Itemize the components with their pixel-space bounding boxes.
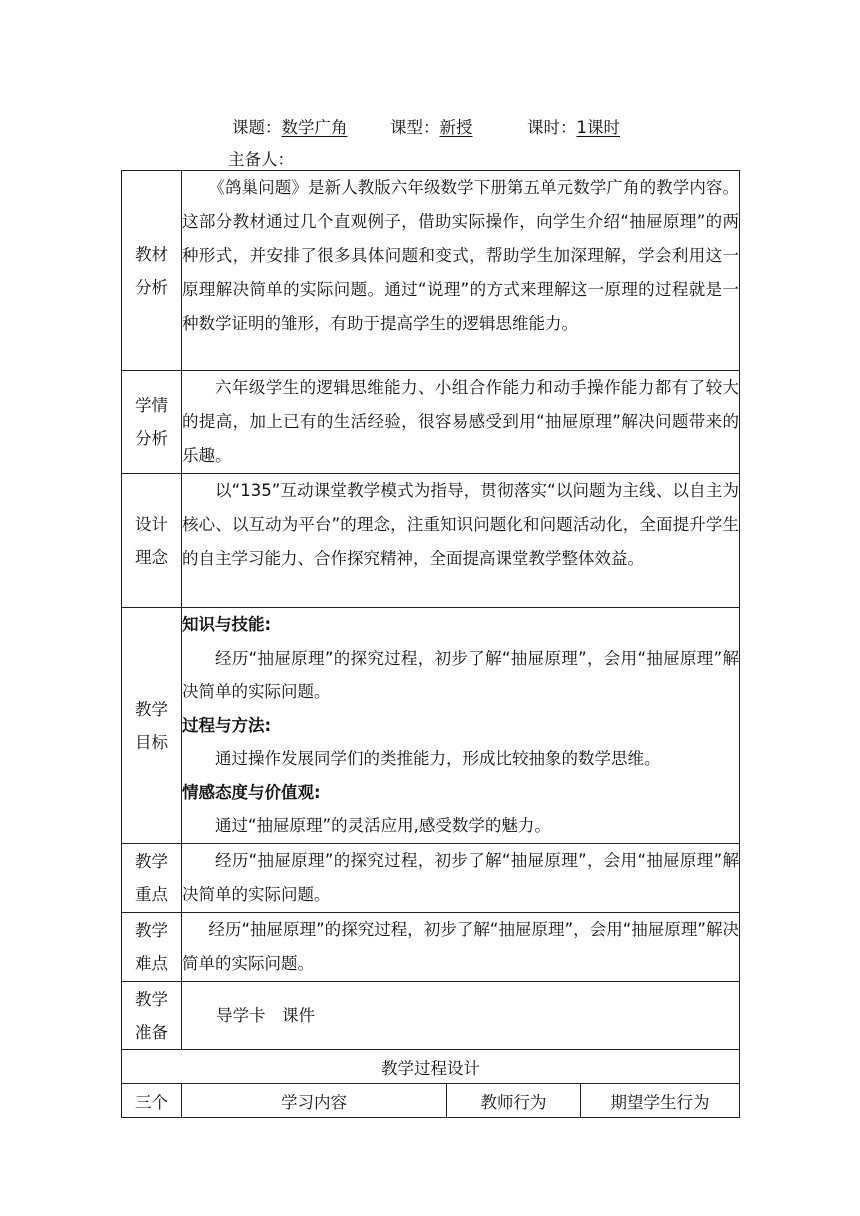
label-line-2: 分析 [135, 429, 168, 448]
label-line-2: 准备 [135, 1022, 168, 1042]
preparation-text: 导学卡 课件 [216, 1005, 315, 1025]
label-line-2: 难点 [135, 954, 168, 973]
cell-key-points [182, 844, 740, 913]
column-header: 三个 [122, 1084, 182, 1118]
cell-textbook-analysis [182, 171, 740, 371]
row-difficulties [122, 913, 740, 982]
row-process-columns [122, 1084, 740, 1118]
knowledge-text: 经历“抽屉原理”的探究过程，初步了解“抽屉原理”，会用“抽屉原理”解决简单的实际问题。 [182, 648, 739, 701]
difficulties-text: 经历“抽屉原理”的探究过程，初步了解“抽屉原理”，会用“抽屉原理”解决简单的实际问题。 [182, 920, 739, 973]
label-line-2: 理念 [135, 547, 168, 567]
key-points-text: 经历“抽屉原理”的探究过程，初步了解“抽屉原理”，会用“抽屉原理”解决简单的实际问题。 [182, 851, 739, 904]
lesson-plan-table [121, 170, 740, 1118]
cell-student-analysis [182, 371, 740, 474]
topic-field [232, 114, 348, 138]
hours-field [527, 114, 620, 138]
row-textbook-analysis [122, 171, 740, 371]
type-label: 课型： [390, 118, 440, 137]
label-line-1: 设计 [135, 514, 168, 534]
emotion-text: 通过“抽屉原理”的灵活应用,感受数学的魅力。 [215, 816, 551, 835]
label-line-1: 教学 [135, 921, 168, 940]
cell-design-concept [182, 474, 740, 608]
label-preparation [122, 982, 182, 1050]
row-student-analysis [122, 371, 740, 474]
process-text: 通过操作发展同学们的类推能力，形成比较抽象的数学思维。 [215, 749, 661, 768]
type-field [390, 114, 473, 138]
row-design-concept [122, 474, 740, 608]
textbook-analysis-text: 《鸽巢问题》是新人教版六年级数学下册第五单元数学广角的教学内容。这部分教材通过几个直观例子，借助实际操作，向学生介绍“抽屉原理”的两种形式，并安排了很多具体问题和变式，帮助学生加深理解，学会利用这一原理解决简单的实际问题。通过“说理”的方式来理解这一原理的过程就是一种数学证明的雏形，有助于提高学生的逻辑思维能力。 [182, 178, 739, 333]
column-header: 教师行为 [447, 1084, 581, 1118]
label-line-2: 重点 [135, 885, 168, 904]
label-design-concept [122, 474, 182, 608]
topic-label: 课题： [232, 118, 282, 137]
cell-difficulties [182, 913, 740, 982]
column-header: 学习内容 [182, 1084, 447, 1118]
topic-value: 数学广角 [281, 118, 348, 137]
row-preparation [122, 982, 740, 1050]
column-header: 期望学生行为 [581, 1084, 740, 1118]
knowledge-heading: 知识与技能: [182, 615, 272, 634]
process-design-title: 教学过程设计 [122, 1050, 740, 1084]
label-line-1: 教学 [135, 699, 168, 719]
label-line-1: 教学 [135, 989, 168, 1009]
cell-preparation [182, 982, 740, 1050]
cell-teaching-goals [182, 608, 740, 844]
row-key-points [122, 844, 740, 913]
hours-value: 1课时 [576, 118, 620, 137]
lesson-header [0, 110, 860, 140]
label-line-1: 教材 [135, 244, 168, 264]
label-key-points [122, 844, 182, 913]
label-difficulties [122, 913, 182, 982]
label-line-1: 学情 [135, 396, 168, 415]
label-textbook-analysis [122, 171, 182, 371]
label-student-analysis [122, 371, 182, 474]
design-concept-text: 以“135”互动课堂教学模式为指导，贯彻落实“以问题为主线、以自主为核心、以互动为平台”的理念，注重知识问题化和问题活动化，全面提升学生的自主学习能力、合作探究精神，全面提高课堂教学整体效益。 [182, 481, 739, 568]
label-teaching-goals [122, 608, 182, 844]
type-value: 新授 [439, 118, 473, 137]
hours-label: 课时： [527, 118, 577, 137]
emotion-heading: 情感态度与价值观: [182, 782, 321, 802]
row-teaching-goals [122, 608, 740, 844]
process-heading: 过程与方法: [182, 715, 272, 735]
label-line-2: 分析 [135, 277, 168, 297]
label-line-2: 目标 [135, 732, 168, 752]
label-line-1: 教学 [135, 852, 168, 871]
student-analysis-text: 六年级学生的逻辑思维能力、小组合作能力和动手操作能力都有了较大的提高，加上已有的生活经验，很容易感受到用“抽屉原理”解决问题带来的乐趣。 [182, 378, 739, 465]
preparer-label: 主备人： [228, 150, 294, 169]
row-process-title [122, 1050, 740, 1084]
